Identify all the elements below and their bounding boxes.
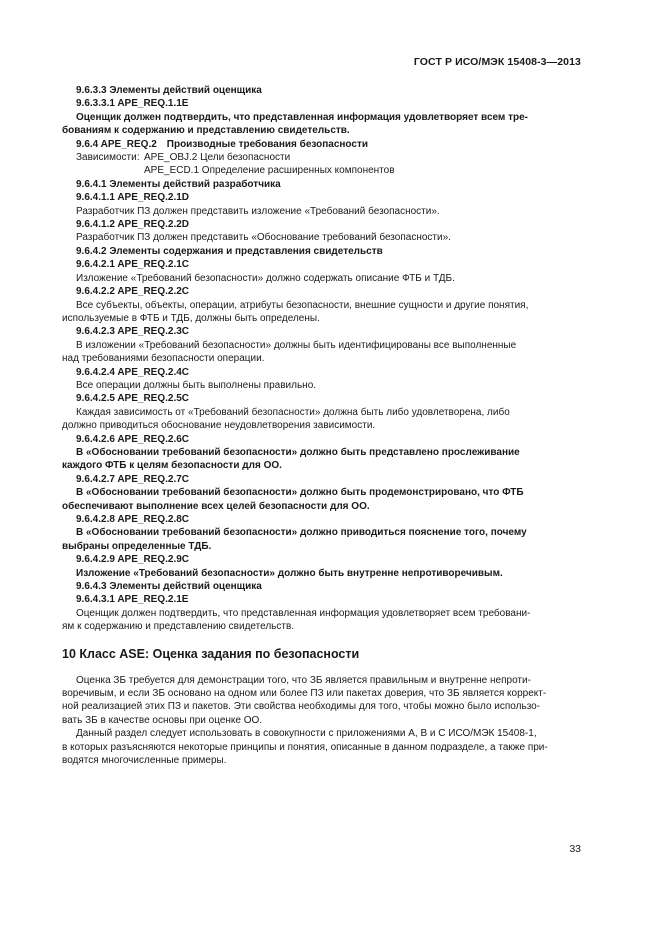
paragraph-line: водятся многочисленные примеры. xyxy=(62,755,227,767)
paragraph-line: Все субъекты, объекты, операции, атрибуты безопасности, внешние сущности и другие понятия, xyxy=(76,299,529,311)
clause-heading: 9.6.3.3 Элементы действий оценщика xyxy=(76,85,262,96)
component-heading xyxy=(76,138,583,151)
document-body xyxy=(62,84,583,768)
document-header: ГОСТ Р ИСО/МЭК 15408-3—2013 xyxy=(413,56,581,68)
paragraph: Изложение «Требований безопасности» должно содержать описание ФТБ и ТДБ. xyxy=(76,272,455,284)
section-paragraph xyxy=(62,674,583,728)
paragraph xyxy=(62,299,583,326)
paragraph xyxy=(62,607,583,634)
section-paragraph xyxy=(62,727,583,767)
clause-heading: 9.6.4.2.9 APE_REQ.2.9C xyxy=(76,554,190,566)
paragraph-line: каждого ФТБ к целям безопасности для ОО. xyxy=(62,460,282,472)
paragraph-line: воречивым, и если ЗБ основано на одном или более ПЗ или пакетах доверия, что ЗБ является коррект- xyxy=(62,688,547,700)
paragraph xyxy=(62,339,583,366)
section-title: 10 Класс ASE: Оценка задания по безопасности xyxy=(62,646,360,661)
paragraph-line: должно приводиться обоснование неудовлетворения зависимости. xyxy=(62,420,376,432)
paragraph: Изложение «Требований безопасности» должно быть внутренне непротиворечивым. xyxy=(76,567,503,579)
paragraph-line: Данный раздел следует использовать в совокупности с приложениями А, В и С ИСО/МЭК 15408-1, xyxy=(76,728,537,740)
paragraph: Разработчик ПЗ должен представить «Обоснование требований безопасности». xyxy=(76,232,451,244)
dependency-item: APE_OBJ.2 Цели безопасности xyxy=(144,152,291,164)
component-title: Производные требования безопасности xyxy=(166,138,369,150)
paragraph-line: ной реализацией этих ПЗ и пакетов. Эти свойства необходимы для того, чтобы можно было использо- xyxy=(62,701,541,713)
paragraph-line: Оценщик должен подтвердить, что представленная информация удовлетворяет всем тре- xyxy=(76,111,529,123)
paragraph-line: Оценка ЗБ требуется для демонстрации того, что ЗБ является правильным и внутренне непроти- xyxy=(76,674,531,686)
dependencies-label: Зависимости: xyxy=(76,152,140,164)
paragraph-line: Оценщик должен подтвердить, что представленная информация удовлетворяет всем требовани- xyxy=(76,607,531,619)
paragraph-line: выбраны определенные ТДБ. xyxy=(62,540,212,552)
paragraph-line: над требованиями безопасности операции. xyxy=(62,353,265,365)
paragraph xyxy=(62,486,583,513)
clause-heading: 9.6.4.1.1 APE_REQ.2.1D xyxy=(76,192,190,204)
paragraph-line: бованиям к содержанию и представлению свидетельств. xyxy=(62,125,350,137)
paragraph xyxy=(62,526,583,553)
page-number: 33 xyxy=(569,843,581,855)
paragraph: Разработчик ПЗ должен представить изложение «Требований безопасности». xyxy=(76,205,440,217)
paragraph-line: используемые в ФТБ и ТДБ, должны быть определены. xyxy=(62,312,320,324)
paragraph xyxy=(62,406,583,433)
clause-heading: 9.6.4.2.2 APE_REQ.2.2C xyxy=(76,286,190,298)
clause-heading: 9.6.4.2.1 APE_REQ.2.1C xyxy=(76,259,190,271)
clause-heading: 9.6.4.2.3 APE_REQ.2.3C xyxy=(76,326,190,338)
paragraph-line: В изложении «Требований безопасности» должны быть идентифицированы все выполненные xyxy=(76,339,517,351)
dependency-item: APE_ECD.1 Определение расширенных компонентов xyxy=(144,165,395,177)
clause-heading: 9.6.4.2.6 APE_REQ.2.6C xyxy=(76,433,190,445)
paragraph: Все операции должны быть выполнены правильно. xyxy=(76,379,317,391)
paragraph xyxy=(62,446,583,473)
clause-heading: 9.6.4.2.7 APE_REQ.2.7C xyxy=(76,473,190,485)
clause-heading: 9.6.4.3 Элементы действий оценщика xyxy=(76,581,262,593)
paragraph-line: Каждая зависимость от «Требований безопасности» должна быть либо удовлетворена, либо xyxy=(76,406,510,418)
paragraph-line: В «Обосновании требований безопасности» должно быть продемонстрировано, что ФТБ xyxy=(76,487,524,499)
clause-heading: 9.6.3.3.1 APE_REQ.1.1E xyxy=(76,98,189,110)
dependencies xyxy=(76,151,583,164)
clause-heading: 9.6.4.2.8 APE_REQ.2.8C xyxy=(76,514,190,525)
clause-heading: 9.6.4.1 Элементы действий разработчика xyxy=(76,178,281,190)
paragraph-line: обеспечивают выполнение всех целей безопасности для ОО. xyxy=(62,500,370,512)
clause-heading: 9.6.4.2.5 APE_REQ.2.5C xyxy=(76,393,190,405)
clause-heading: 9.6.4.2.4 APE_REQ.2.4C xyxy=(76,366,190,378)
paragraph-line: в которых разъясняются некоторые принципы и понятия, описанные в данном подразделе, а также при- xyxy=(62,741,548,753)
paragraph-line: ям к содержанию и представлению свидетельств. xyxy=(62,621,295,633)
clause-heading: 9.6.4.2 Элементы содержания и представления свидетельств xyxy=(76,245,383,257)
paragraph-line: вать ЗБ в качестве основы при оценке ОО. xyxy=(62,714,263,726)
paragraph-line: В «Обосновании требований безопасности» должно быть представлено прослеживание xyxy=(76,446,520,458)
component-id: 9.6.4 APE_REQ.2 xyxy=(76,138,157,150)
clause-heading: 9.6.4.3.1 APE_REQ.2.1E xyxy=(76,594,189,606)
paragraph-line: В «Обосновании требований безопасности» должно приводиться пояснение того, почему xyxy=(76,527,527,539)
clause-heading: 9.6.4.1.2 APE_REQ.2.2D xyxy=(76,219,190,231)
paragraph xyxy=(62,111,583,138)
